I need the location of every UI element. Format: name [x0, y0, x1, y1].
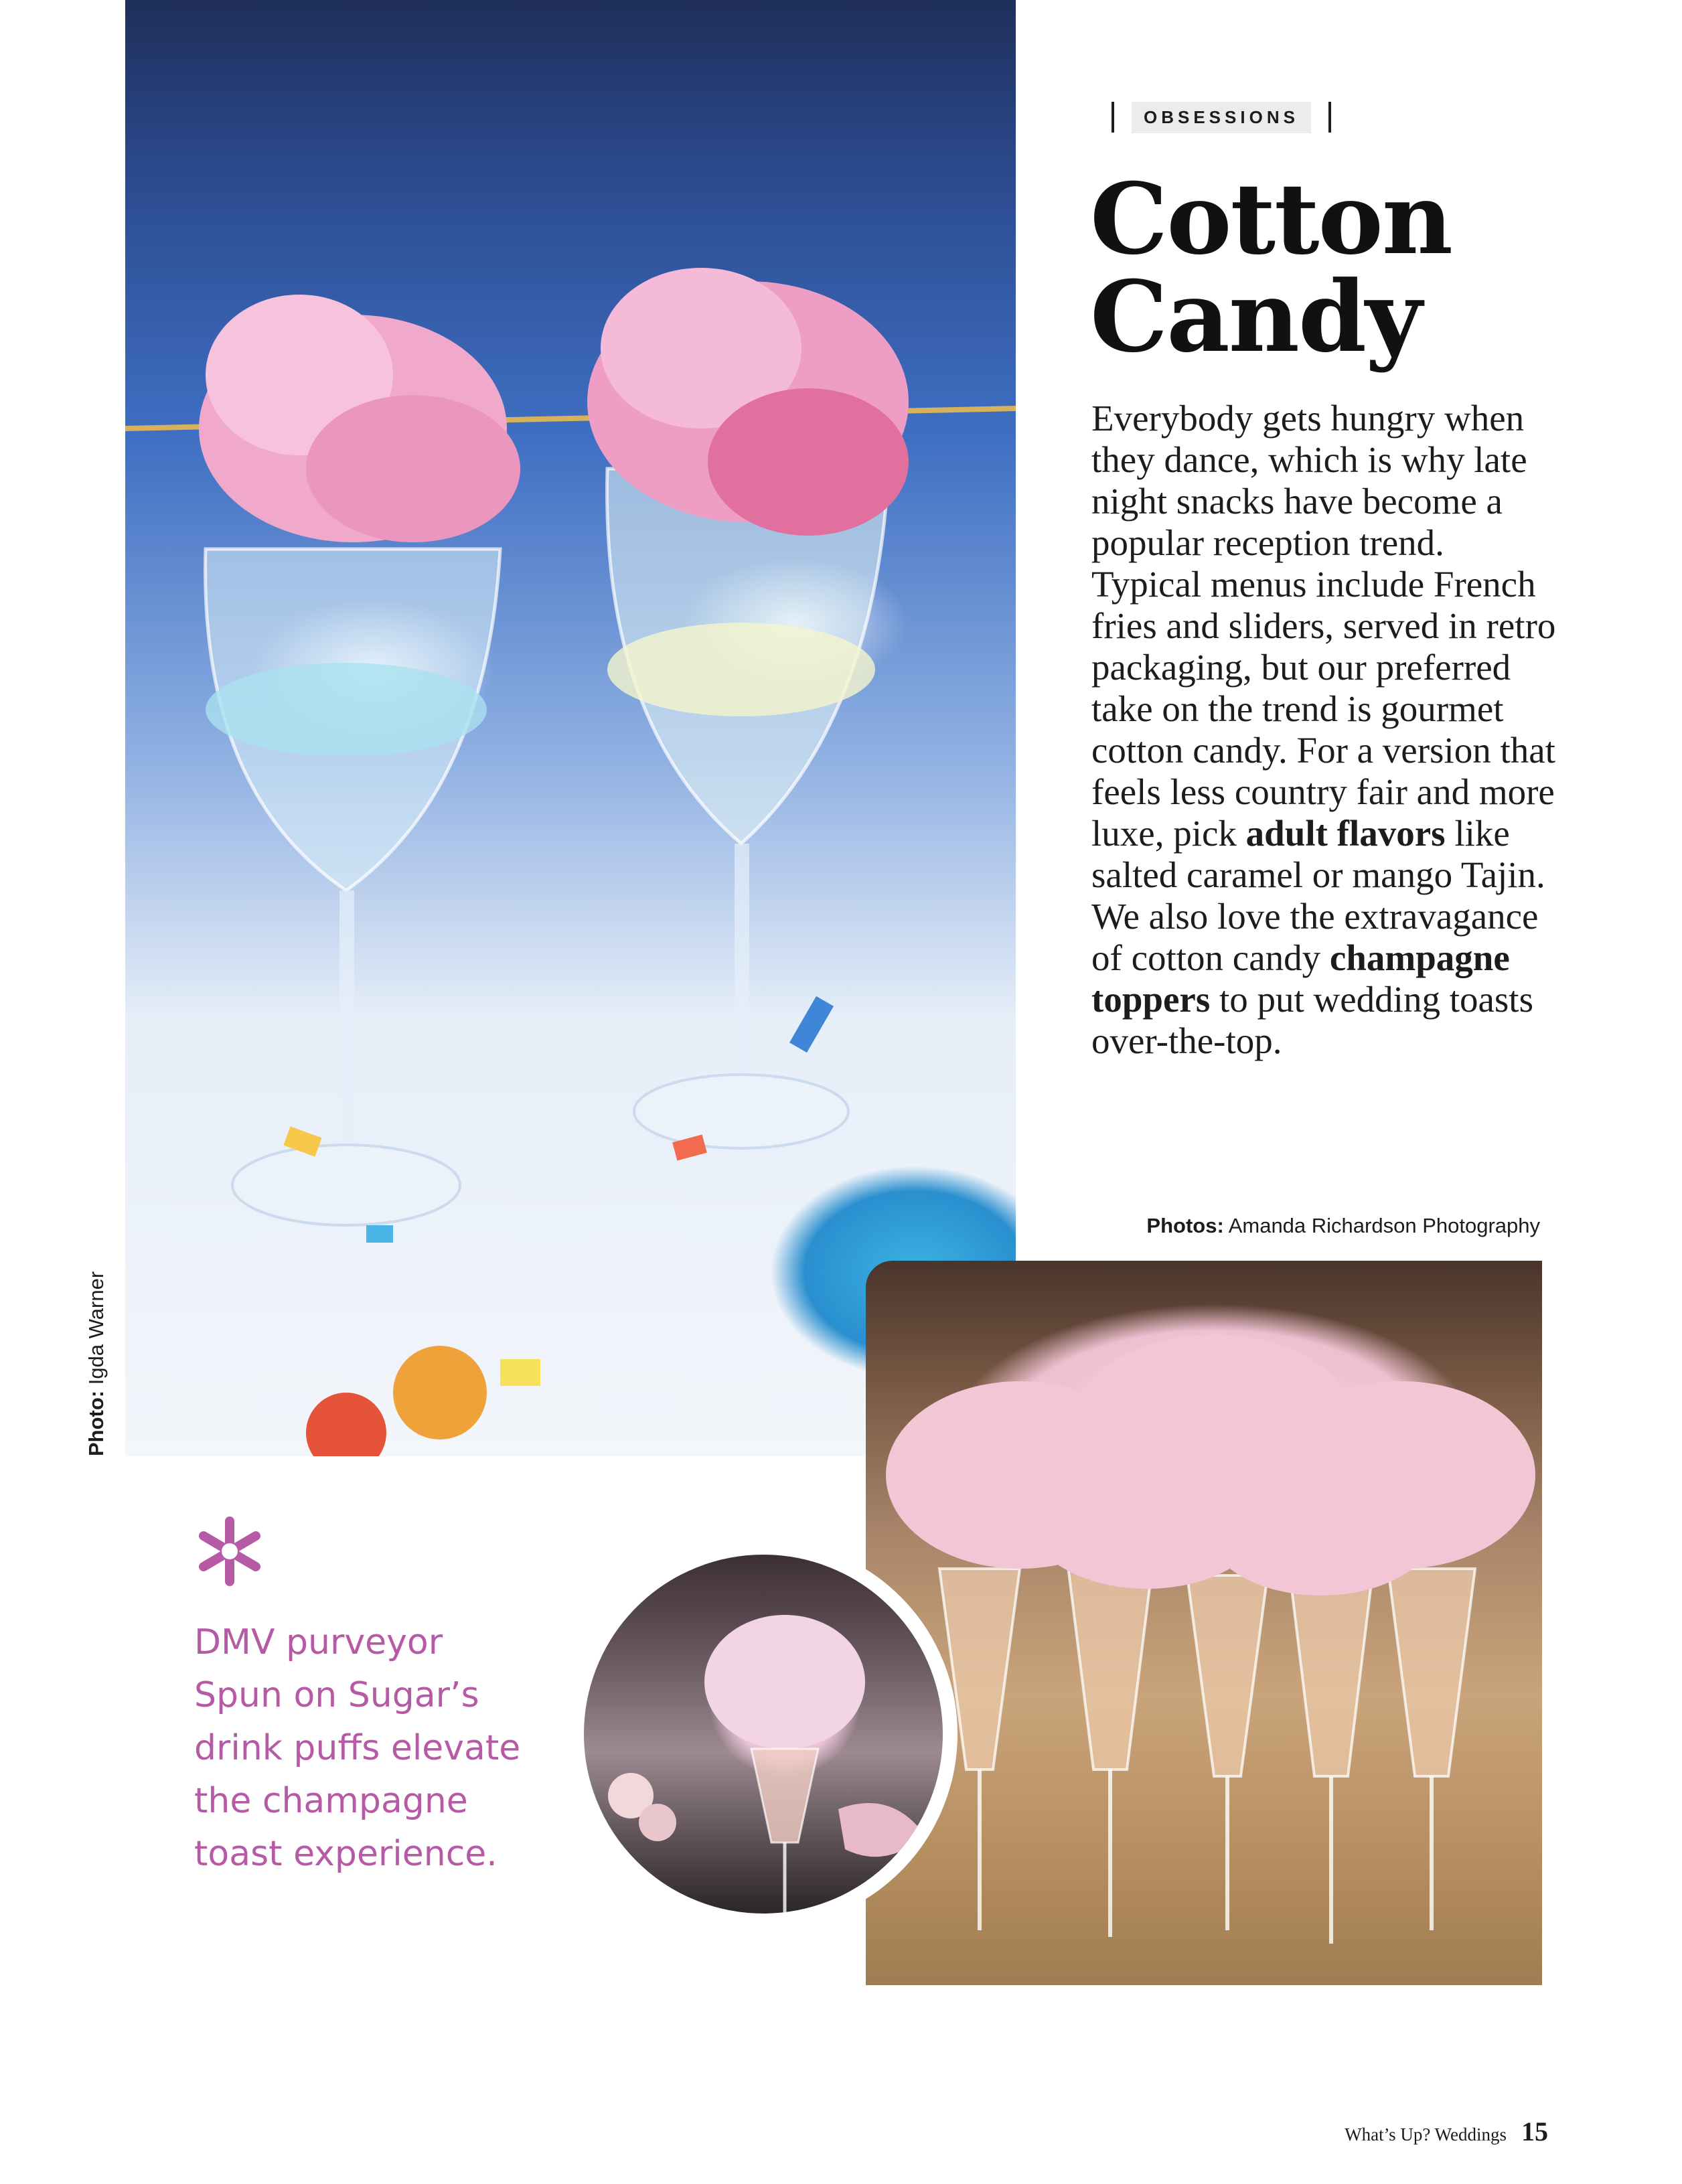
asterisk-icon	[193, 1514, 266, 1588]
page-number: 15	[1521, 2116, 1548, 2147]
callout-line-2: Spun on Sugar’s	[194, 1675, 479, 1715]
title-line-2: Candy	[1090, 260, 1421, 374]
callout-line-5: toast experience.	[194, 1834, 498, 1874]
section-tag-label: OBSESSIONS	[1132, 102, 1311, 133]
photo-champagne-flutes-cotton-candy	[866, 1261, 1542, 1985]
page-footer	[1345, 2116, 1548, 2147]
photo-credit-left-label: Photo:	[84, 1390, 108, 1456]
title-line-1: Cotton	[1090, 162, 1452, 277]
section-tag	[1112, 100, 1331, 134]
photo-credit-left	[84, 1271, 108, 1456]
tag-left-bar	[1112, 102, 1114, 133]
photo-circle-illustration	[584, 1555, 943, 1914]
body-bold-champagne-toppers: champagne toppers	[1091, 937, 1510, 1020]
page-title	[1090, 162, 1599, 374]
photo-credit-right-name: Amanda Richardson Photography	[1223, 1214, 1540, 1237]
photo-bottom-illustration	[866, 1261, 1542, 1985]
body-text-part-2: like salted caramel or mango Tajin. We also love the extravagance of cotton candy	[1091, 813, 1545, 978]
photo-credit-right	[1125, 1214, 1540, 1238]
callout-line-3: drink puffs elevate	[194, 1728, 521, 1768]
photo-credit-left-name: Igda Warner	[84, 1271, 108, 1391]
photo-credit-right-label: Photos:	[1146, 1214, 1224, 1237]
callout-line-1: DMV purveyor	[194, 1622, 443, 1662]
photo-circle-champagne-cotton-candy	[569, 1540, 958, 1928]
article-body	[1091, 398, 1560, 1062]
photo-cotton-candy-wine-glasses	[125, 0, 1016, 1456]
callout-line-4: the champagne	[194, 1781, 468, 1821]
body-text-part-3: to put wedding toasts over-the-top.	[1091, 979, 1533, 1061]
tag-right-bar	[1328, 102, 1331, 133]
body-text-part-1: Everybody gets hungry when they dance, which is why late night snacks have become a popular reception trend. Typical menus include French fries and sliders, served in retro packaging, but our preferred take on the trend is gourmet cotton candy. For a version that feels less country fair and more luxe, pick	[1091, 398, 1556, 854]
body-bold-adult-flavors: adult flavors	[1245, 813, 1446, 854]
publication-name: What’s Up? Weddings	[1345, 2124, 1507, 2144]
callout-text	[194, 1616, 569, 1881]
photo-main-illustration	[125, 0, 1016, 1456]
